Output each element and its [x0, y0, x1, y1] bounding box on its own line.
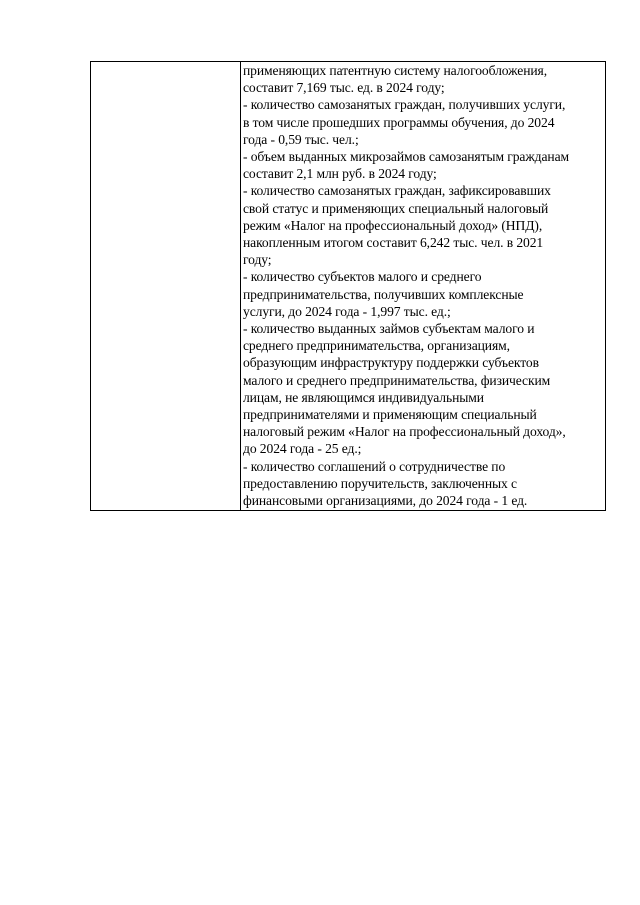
text-line: - количество самозанятых граждан, получивших услуги,: [243, 97, 566, 113]
table-cell-left: [91, 62, 241, 510]
text-line: предоставлению поручительств, заключенных с: [243, 475, 517, 491]
text-line: режим «Налог на профессиональный доход» (НПД),: [243, 217, 543, 233]
text-line: - количество соглашений о сотрудничестве по: [243, 458, 506, 474]
text-line: составит 7,169 тыс. ед. в 2024 году;: [243, 80, 445, 96]
text-line: свой статус и применяющих специальный налоговый: [243, 200, 549, 216]
text-line: накопленным итогом составит 6,242 тыс. чел. в 2021: [243, 235, 544, 251]
text-line: до 2024 года - 25 ед.;: [243, 441, 362, 457]
text-line: - объем выданных микрозаймов самозанятым гражданам: [243, 149, 570, 165]
text-line: среднего предпринимательства, организациям,: [243, 338, 510, 354]
text-line: - количество самозанятых граждан, зафиксировавших: [243, 183, 551, 199]
text-line: лицам, не являющимся индивидуальными: [243, 389, 484, 405]
text-line: году;: [243, 252, 272, 268]
text-line: услуги, до 2024 года - 1,997 тыс. ед.;: [243, 303, 451, 319]
text-line: финансовыми организациями, до 2024 года - 1 ед.: [243, 493, 528, 509]
table: [90, 61, 606, 511]
text-line: малого и среднего предпринимательства, физическим: [243, 372, 551, 388]
text-line: - количество выданных займов субъектам малого и: [243, 321, 535, 337]
text-line: предпринимательства, получивших комплексные: [243, 286, 524, 302]
table-cell-right: [241, 62, 605, 510]
text-line: в том числе прошедших программы обучения, до 2024: [243, 114, 555, 130]
text-line: образующим инфраструктуру поддержки субъектов: [243, 355, 539, 371]
text-line: составит 2,1 млн руб. в 2024 году;: [243, 166, 437, 182]
text-line: налоговый режим «Налог на профессиональный доход»,: [243, 424, 566, 440]
text-line: применяющих патентную систему налогообложения,: [243, 63, 547, 78]
text-line: предпринимателями и применяющим специальный: [243, 407, 537, 423]
text-line: года - 0,59 тыс. чел.;: [243, 131, 359, 147]
text-line: - количество субъектов малого и среднего: [243, 269, 482, 285]
